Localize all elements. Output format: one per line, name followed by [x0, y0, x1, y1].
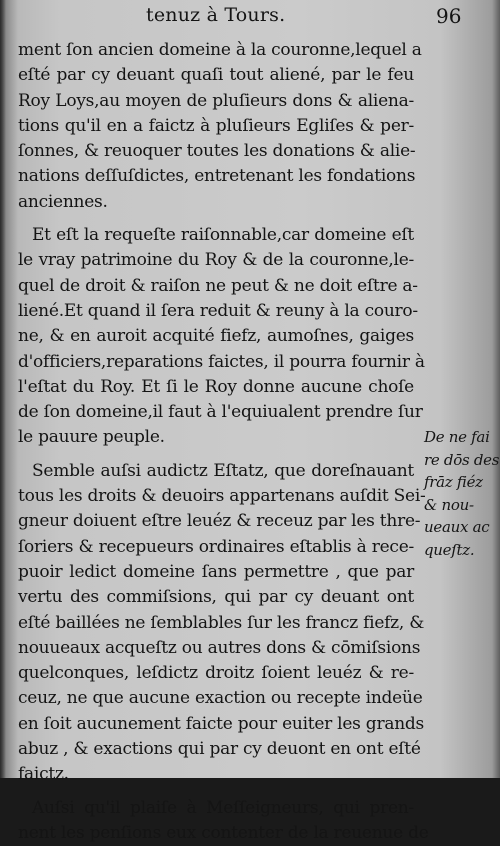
text-line: ment ſon ancien domeine à la couronne,lequel a	[18, 40, 422, 60]
text-line: eſté par cy deuant quaſi tout aliené, par le feu	[18, 65, 414, 86]
margin-note-line: queſtz.	[424, 540, 475, 559]
text-line: anciennes.	[18, 191, 108, 212]
margin-note-line: frāz fiéz	[424, 473, 483, 491]
text-line: ſonnes, & reuoquer toutes les donations & alie-	[18, 141, 416, 162]
page-header	[0, 4, 500, 32]
paragraph-gap	[18, 788, 414, 796]
text-line: ſoriers & recepueurs ordinaires eſtablis à rece-	[18, 536, 414, 557]
text-line: Auſsi qu'il plaiſe à Meſſeigneurs, qui pren-	[32, 797, 414, 818]
text-line: vertu des commiſsions, qui par cy deuant ont	[18, 587, 414, 608]
paragraph-gap	[18, 451, 414, 459]
text-line: abuz , & exactions qui par cy deuont en ont eſté	[18, 739, 421, 760]
text-line: puoir ledict domeine ſans permettre , que par	[18, 561, 414, 582]
text-line: liené.Et quand il ſera reduit & reuny à la couro-	[18, 300, 418, 321]
text-line: de ſon domeine,il faut à l'equiualent prendre ſur	[18, 402, 423, 423]
text-line: nations deſſuſdictes, entretenant les fondations	[18, 166, 416, 187]
margin-note	[424, 426, 500, 561]
text-line: nent les penſions eux contenter de la reuenue de	[18, 822, 429, 843]
text-line: Roy Loys,au moyen de pluſieurs dons & aliena-	[18, 90, 414, 111]
text-line: le pauure peuple.	[18, 427, 165, 448]
paragraph-gap	[18, 215, 414, 223]
margin-note-line: & nou-	[424, 495, 474, 514]
text-line: ne, & en auroit acquité fiefz, aumoſnes, gaiges	[18, 326, 414, 347]
text-line: faictz.	[18, 764, 69, 785]
text-line: Semble auſsi audictz Eſtatz, que doreſnauant	[32, 460, 414, 481]
text-line: nouueaux acqueſtz ou autres dons & cōmiſsions	[18, 637, 421, 658]
text-line: en ſoit aucunement faicte pour euiter les grands	[18, 713, 425, 734]
text-line: quel de droit & raiſon ne peut & ne doit eſtre a-	[18, 275, 418, 296]
running-head: tenuz à Tours.	[146, 4, 286, 26]
text-line: d'officiers,reparations faictes, il pourra fournir à	[18, 351, 425, 372]
text-line: tous les droits & deuoirs appartenans auſdit Sei-	[18, 486, 426, 507]
text-line: le vray patrimoine du Roy & de la couronne,le-	[18, 250, 414, 271]
margin-note-line: De ne fai	[424, 428, 490, 446]
binding-shadow	[0, 0, 6, 778]
text-line: l'eſtat du Roy. Et ſi le Roy donne aucune choſe	[18, 376, 414, 397]
margin-note-line: ueaux ac	[424, 518, 490, 536]
text-line: eſté baillées ne ſemblables ſur les francz fiefz, &	[18, 612, 425, 633]
text-line: tions qu'il en a faictz à pluſieurs Egliſes & per-	[18, 115, 414, 136]
text-line: quelconques, leſdictz droitz ſoient leuéz & re-	[18, 663, 414, 684]
text-line: gneur doiuent eſtre leuéz & receuz par les thre-	[18, 511, 421, 532]
page-number: 96	[436, 4, 462, 28]
text-line: ceuz, ne que aucune exaction ou recepte indeüe	[18, 688, 423, 709]
margin-note-line: re dōs des	[424, 450, 500, 469]
body-text	[18, 38, 429, 846]
text-line: Et eſt la requeſte raiſonnable,car domeine eſt	[32, 225, 414, 246]
